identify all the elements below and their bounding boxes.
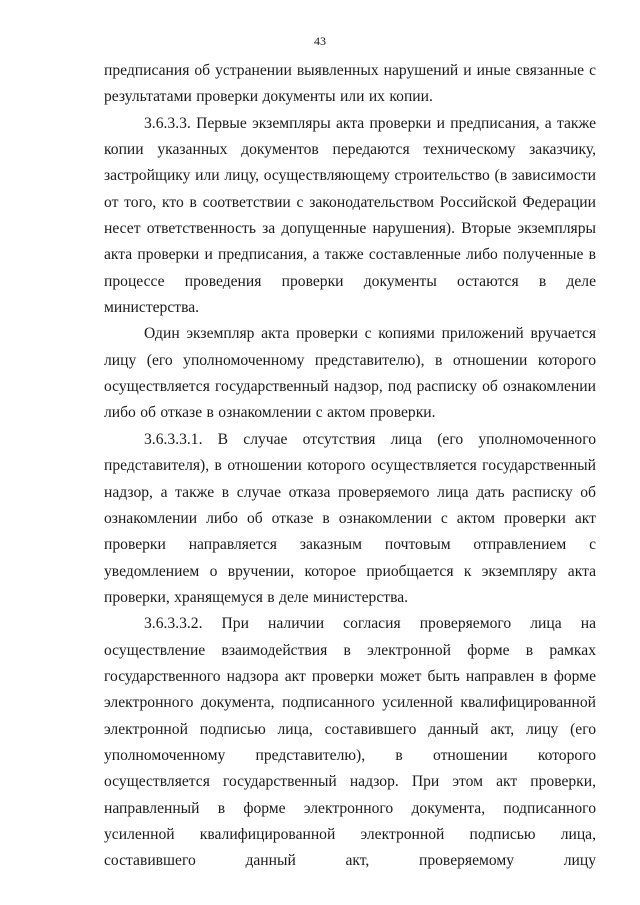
paragraph-3-6-3-3-1: 3.6.3.3.1. В случае отсутствия лица (его уполномоченного представителя), в отношении которого осуществляется государственный надзор, а также в случае отказа проверяемого лица дать расписку об ознакомлении либо об отказе в ознакомлении с актом проверки акт проверки направляется заказным почтовым отправлением с уведомлением о вручении, которое приобщается к экземпляру акта проверки, хранящемуся в деле министерства. xyxy=(104,430,596,606)
paragraph-act-copy-delivery: Один экземпляр акта проверки с копиями приложений вручается лицу (его уполномоченному представителю), в отношении которого осуществляется государственный надзор, под расписку об ознакомлении либо об отказе в ознакомлении с актом проверки. xyxy=(104,325,596,422)
page-number: 43 xyxy=(314,34,326,48)
paragraph-3-6-3-3: 3.6.3.3. Первые экземпляры акта проверки и предписания, а также копии указанных документов передаются техническому заказчику, застройщику или лицу, осуществляющему строительство (в зависимости от того, кто в соответствии с законодательством Российской Федерации несет ответственность за допущенные нарушения). Вторые экземпляры акта проверки и предписания, а также составленные либо полученные в процессе проведения проверки документы остаются в деле министерства. xyxy=(104,114,596,317)
paragraph-continuation: предписания об устранении выявленных нарушений и иные связанные с результатами проверки документы или их копии. xyxy=(104,62,596,106)
document-body xyxy=(104,58,596,875)
paragraph-3-6-3-3-2: 3.6.3.3.2. При наличии согласия проверяемого лица на осуществление взаимодействия в электронной форме в рамках государственного надзора акт проверки может быть направлен в форме электронного документа, подписанного усиленной квалифицированной электронной подписью лица, составившего данный акт, лицу (его уполномоченному представителю), в отношении которого осуществляется государственный надзор. При этом акт проверки, направленный в форме электронного документа, подписанного усиленной квалифицированной электронной подписью лица, составившего данный акт, проверяемому лицу xyxy=(104,615,596,870)
